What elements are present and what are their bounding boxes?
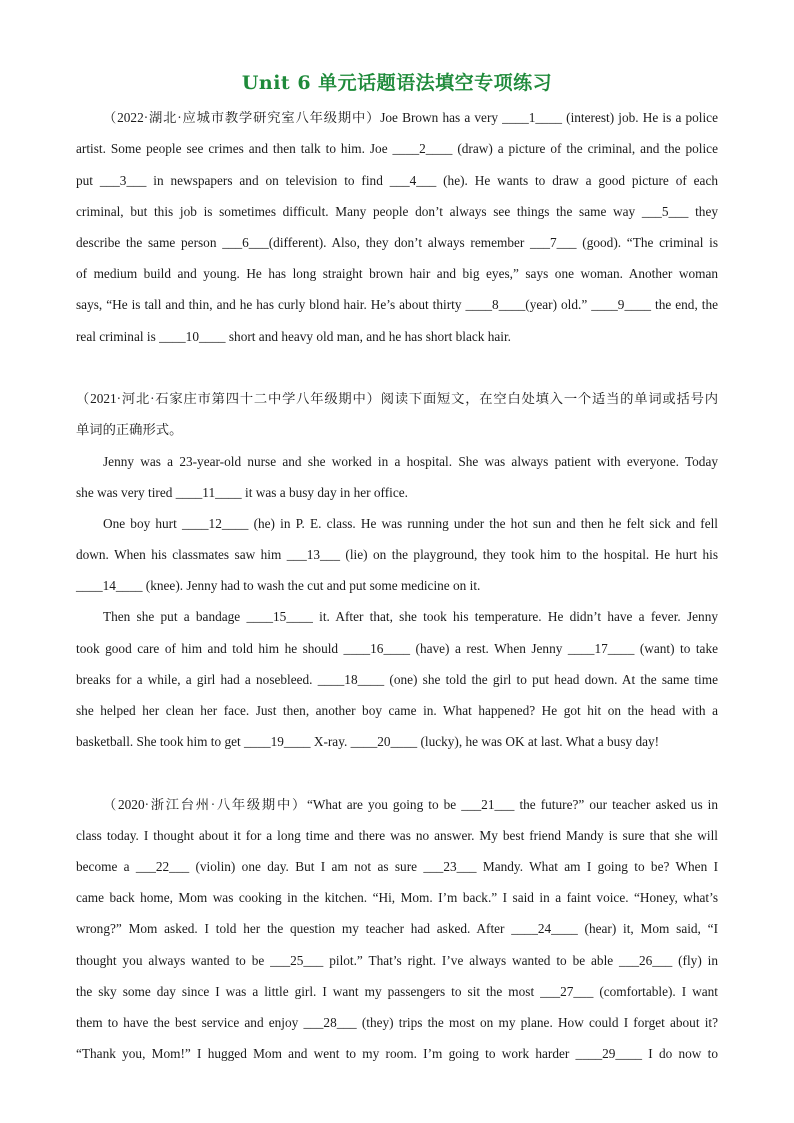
text-line: ____14____ (knee). Jenny had to wash the cut and put some medicine on it. xyxy=(76,578,481,593)
text-line: came back home, Mom was cooking in the kitchen. “Hi, Mom. I’m back.” I said in a faint voice. “Honey, what’s xyxy=(76,890,718,905)
text-line: thought you always wanted to be ___25___ pilot.” That’s right. I’ve always wanted to be able ___26___ (fly) in xyxy=(76,953,718,968)
text-line: （2020·浙江台州·八年级期中）“What are you going to be ___21___ the future?” our teacher asked us in xyxy=(103,797,718,812)
text-line: took good care of him and told him he should ____16____ (have) a rest. When Jenny ____17____ (want) to take xyxy=(76,641,718,656)
text-line: Then she put a bandage ____15____ it. After that, she took his temperature. He didn’t have a fever. Jenny xyxy=(103,609,718,624)
text-line: One boy hurt ____12____ (he) in P. E. class. He was running under the hot sun and then he felt sick and fell xyxy=(103,516,718,531)
text-line: （2021·河北·石家庄市第四十二中学八年级期中）阅读下面短文，在空白处填入一个适当的单词或括号内 xyxy=(76,391,718,406)
text-line: artist. Some people see crimes and then talk to him. Joe ____2____ (draw) a picture of the criminal, and the police xyxy=(76,141,718,156)
text-line: describe the same person ___6___(different). Also, they don’t always remember ___7___ (good). “The criminal is xyxy=(76,235,718,250)
text-line: become a ___22___ (violin) one day. But I am not as sure ___23___ Mandy. What am I going to be? When I xyxy=(76,859,718,874)
text-line: （2022·湖北·应城市教学研究室八年级期中）Joe Brown has a very ____1____ (interest) job. He is a police xyxy=(103,110,718,125)
text-line: criminal, but this job is sometimes difficult. Many people don’t always see things the same way ___5___ they xyxy=(76,204,718,219)
text-line: put ___3___ in newspapers and on television to find ___4___ (he). He wants to draw a good picture of each xyxy=(76,173,718,188)
text-line: basketball. She took him to get ____19____ X-ray. ____20____ (lucky), he was OK at last. What a busy day! xyxy=(76,734,660,749)
text-line: “Thank you, Mom!” I hugged Mom and went to my room. I’m going to work harder ____29____ I do now to xyxy=(76,1046,718,1061)
text-line: down. When his classmates saw him ___13___ (lie) on the playground, they took him to the hospital. He hurt his xyxy=(76,547,718,562)
text-line: she helped her clean her face. Just then, another boy came in. What happened? He got hit on the head with a xyxy=(76,703,718,718)
text-line: she was very tired ____11____ it was a busy day in her office. xyxy=(76,485,408,500)
text-line: the sky some day since I was a little girl. I want my passengers to sit the most ___27___ (comfortable). I want xyxy=(76,984,718,999)
text-line: breaks for a while, a girl had a nosebleed. ____18____ (one) she told the girl to put head down. At the same time xyxy=(76,672,718,687)
text-line: them to have the best service and enjoy ___28___ (they) trips the most on my plane. How could I forget about it? xyxy=(76,1015,718,1030)
text-line: real criminal is ____10____ short and heavy old man, and he has short black hair. xyxy=(76,329,511,344)
page-title: Unit 6 单元话题语法填空专项练习 xyxy=(241,72,553,94)
text-line: wrong?” Mom asked. I told her the question my teacher had asked. After ____24____ (hear) it, Mom said, “I xyxy=(76,921,718,936)
text-line: says, “He is tall and thin, and he has curly blond hair. He’s about thirty ____8____(year) old.” ____9____ the end, the xyxy=(76,297,718,312)
text-line: 单词的正确形式。 xyxy=(76,422,183,437)
text-line: Jenny was a 23-year-old nurse and she worked in a hospital. She was always patient with everyone. Today xyxy=(103,454,718,469)
text-line: class today. I thought about it for a long time and there was no answer. My best friend Mandy is sure that she will xyxy=(76,828,718,843)
text-line: of medium build and young. He has long straight brown hair and big eyes,” says one woman. Another woman xyxy=(76,266,718,281)
